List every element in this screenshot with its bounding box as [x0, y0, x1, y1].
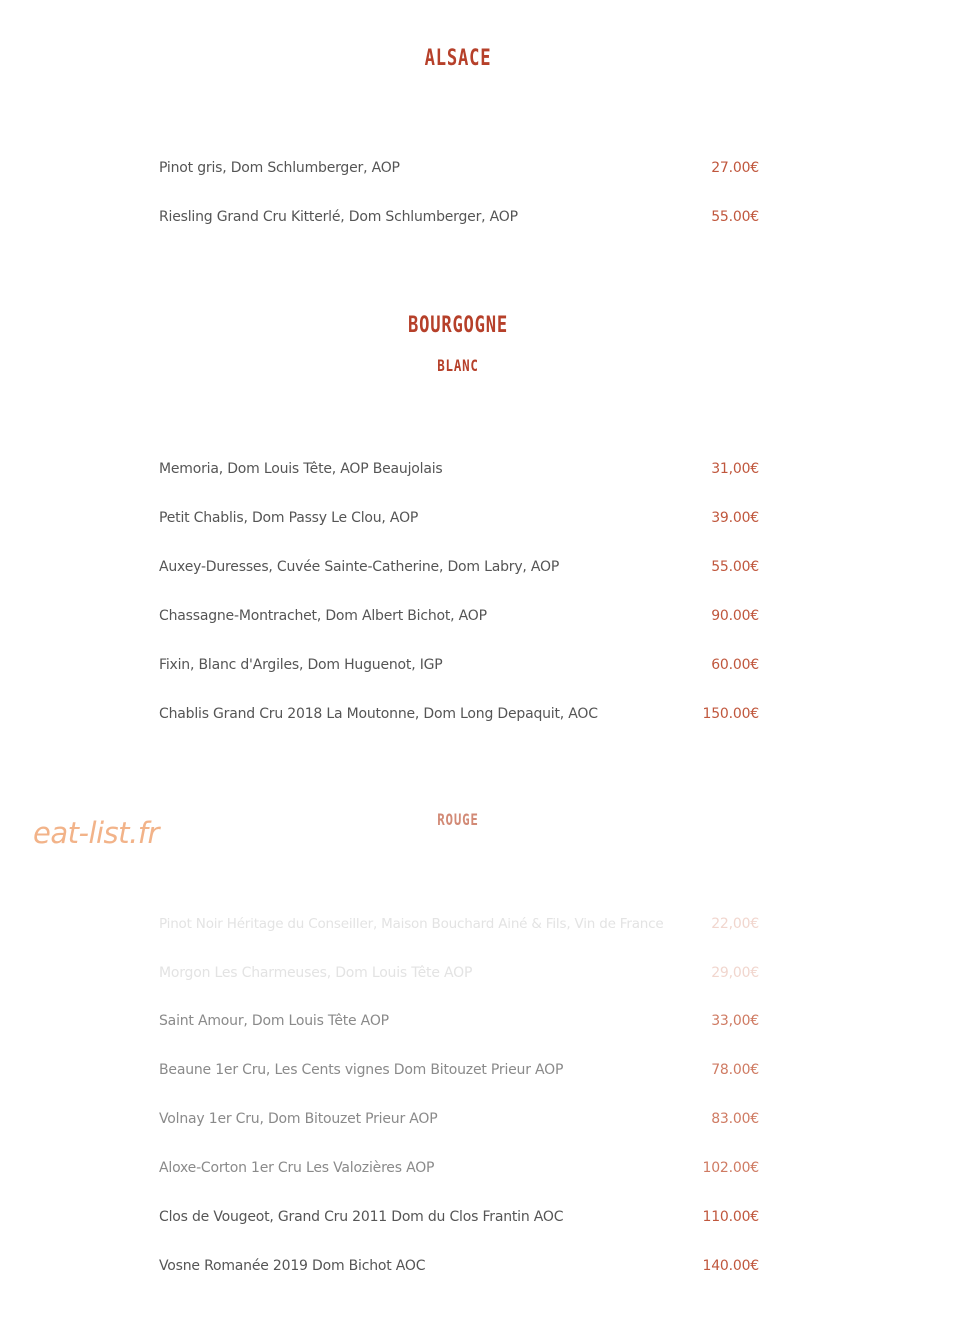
wine-price: 55.00€ — [711, 559, 759, 575]
menu-item — [159, 965, 759, 985]
wine-name: Morgon Les Charmeuses, Dom Louis Tête AOP — [159, 965, 473, 981]
menu-item — [159, 461, 759, 481]
menu-item — [159, 510, 759, 530]
menu-item — [159, 559, 759, 579]
wine-name: Riesling Grand Cru Kitterlé, Dom Schlumberger, AOP — [159, 209, 518, 225]
wine-price: 83.00€ — [711, 1111, 759, 1127]
watermark: eat-list.fr — [33, 816, 159, 850]
wine-name: Aloxe-Corton 1er Cru Les Valozières AOP — [159, 1160, 435, 1176]
menu-item — [159, 706, 759, 726]
menu-item — [159, 160, 759, 180]
wine-price: 39.00€ — [711, 510, 759, 526]
menu-item — [159, 1013, 759, 1033]
wine-price: 90.00€ — [711, 608, 759, 624]
wine-name: Auxey-Duresses, Cuvée Sainte-Catherine, Dom Labry, AOP — [159, 559, 560, 575]
wine-name: Saint Amour, Dom Louis Tête AOP — [159, 1013, 389, 1029]
wine-price: 22,00€ — [711, 916, 759, 932]
wine-name: Petit Chablis, Dom Passy Le Clou, AOP — [159, 510, 419, 526]
menu-item — [159, 209, 759, 229]
wine-price: 150.00€ — [702, 706, 759, 722]
wine-price: 27.00€ — [711, 160, 759, 176]
wine-price: 31,00€ — [711, 461, 759, 477]
menu-item — [159, 608, 759, 628]
section-title-bourgogne: BOURGOGNE — [407, 313, 509, 338]
menu-item — [159, 916, 759, 936]
wine-name: Pinot Noir Héritage du Conseiller, Maison Bouchard Ainé & Fils, Vin de France — [159, 916, 664, 932]
wine-price: 60.00€ — [711, 657, 759, 673]
wine-price: 55.00€ — [711, 209, 759, 225]
menu-item — [159, 1258, 759, 1278]
menu-item — [159, 1209, 759, 1229]
wine-price: 102.00€ — [702, 1160, 759, 1176]
menu-item — [159, 1111, 759, 1131]
wine-name: Beaune 1er Cru, Les Cents vignes Dom Bitouzet Prieur AOP — [159, 1062, 564, 1078]
wine-name: Memoria, Dom Louis Tête, AOP Beaujolais — [159, 461, 443, 477]
wine-price: 110.00€ — [702, 1209, 759, 1225]
section-title-alsace: ALSACE — [424, 46, 492, 71]
wine-price: 140.00€ — [702, 1258, 759, 1274]
subsection-title-blanc: BLANC — [437, 356, 479, 375]
wine-name: Chablis Grand Cru 2018 La Moutonne, Dom Long Depaquit, AOC — [159, 706, 598, 722]
menu-item — [159, 1160, 759, 1180]
wine-name: Clos de Vougeot, Grand Cru 2011 Dom du Clos Frantin AOC — [159, 1209, 564, 1225]
menu-item — [159, 657, 759, 677]
wine-price: 78.00€ — [711, 1062, 759, 1078]
wine-name: Volnay 1er Cru, Dom Bitouzet Prieur AOP — [159, 1111, 438, 1127]
wine-name: Pinot gris, Dom Schlumberger, AOP — [159, 160, 400, 176]
wine-name: Chassagne-Montrachet, Dom Albert Bichot, AOP — [159, 608, 487, 624]
subsection-title-rouge: ROUGE — [437, 810, 479, 829]
wine-price: 29,00€ — [711, 965, 759, 981]
menu-item — [159, 1062, 759, 1082]
wine-name: Vosne Romanée 2019 Dom Bichot AOC — [159, 1258, 426, 1274]
wine-price: 33,00€ — [711, 1013, 759, 1029]
wine-name: Fixin, Blanc d'Argiles, Dom Huguenot, IGP — [159, 657, 443, 673]
